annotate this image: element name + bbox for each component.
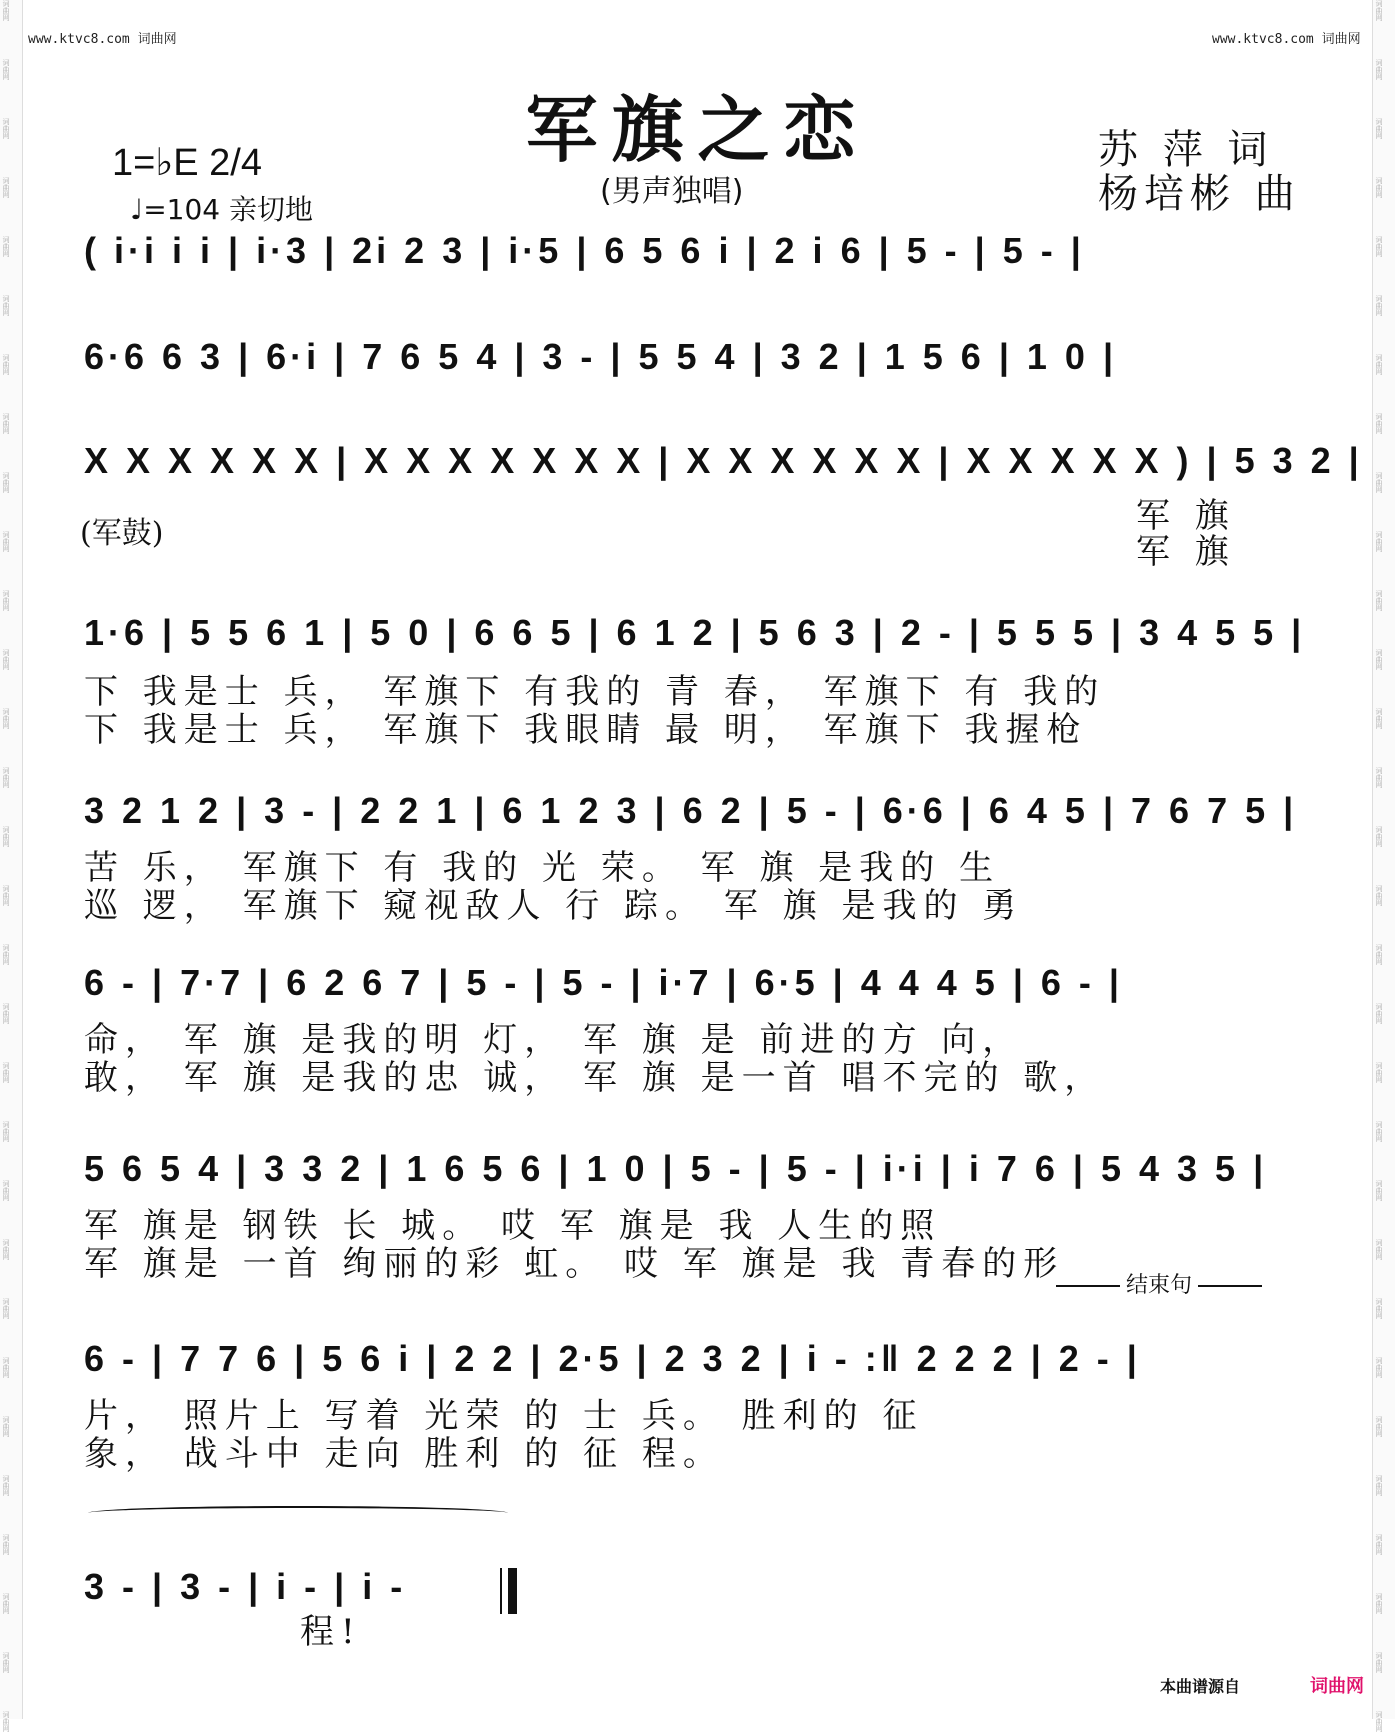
score-line-8: 6 - | 7 7 6 | 5 6 i | 2 2 | 2·5 | 2 3 2 | i - :‖ 2 2 2 | 2 - |	[84, 1338, 1141, 1379]
composer-credit: 杨培彬 曲	[1098, 171, 1301, 217]
key-signature: 1=♭E 2/4	[112, 142, 262, 184]
side-watermark-text: 词曲网	[1375, 1062, 1383, 1083]
side-watermark-text: 词曲网	[2, 1593, 10, 1614]
side-watermark-text: 词曲网	[2, 1239, 10, 1260]
side-watermark-text: 词曲网	[2, 1711, 10, 1732]
lyric-verse1-line2: 苦 乐， 军旗下 有 我的 光 荣。 军 旗 是我的 生	[84, 848, 1001, 888]
side-watermark-text: 词曲网	[2, 0, 10, 21]
side-watermark-text: 词曲网	[1375, 118, 1383, 139]
side-watermark-text: 词曲网	[2, 59, 10, 80]
side-watermark-text: 词曲网	[1375, 1180, 1383, 1201]
score-line-3: X X X X X X | X X X X X X X | X X X X X X | X X X X X ) | 5 3 2 |	[84, 440, 1363, 481]
side-watermark-text: 词曲网	[2, 1357, 10, 1378]
side-watermark-text: 词曲网	[2, 1298, 10, 1319]
lyric-verse2-line1: 下 我是士 兵， 军旗下 我眼睛 最 明， 军旗下 我握枪	[84, 710, 1088, 750]
final-barline	[508, 1568, 517, 1614]
side-watermark-text: 词曲网	[1375, 885, 1383, 906]
side-watermark-text: 词曲网	[2, 1180, 10, 1201]
side-watermark-text: 词曲网	[2, 354, 10, 375]
side-watermark-text: 词曲网	[2, 413, 10, 434]
side-watermark-text: 词曲网	[2, 295, 10, 316]
side-watermark-text: 词曲网	[1375, 590, 1383, 611]
score-line-1: ( i·i i i | i·3 | 2i 2 3 | i·5 | 6 5 6 i | 2 i 6 | 5 - | 5 - |	[84, 230, 1085, 271]
side-watermark-text: 词曲网	[2, 236, 10, 257]
header-url-left: www.ktvc8.com 词曲网	[28, 32, 177, 47]
right-margin-strip	[1372, 0, 1395, 1732]
side-watermark-text: 词曲网	[2, 944, 10, 965]
side-watermark-text: 词曲网	[1375, 295, 1383, 316]
side-watermark-text: 词曲网	[1375, 767, 1383, 788]
side-watermark-text: 词曲网	[1375, 708, 1383, 729]
side-watermark-text: 词曲网	[1375, 236, 1383, 257]
side-watermark-text: 词曲网	[1375, 1239, 1383, 1260]
side-watermark-text: 词曲网	[1375, 531, 1383, 552]
header-url-right: www.ktvc8.com 词曲网	[1212, 32, 1361, 47]
lyric-verse2-line5: 象， 战斗中 走向 胜利 的 征 程。	[84, 1434, 724, 1474]
tempo-marking: ♩=104 亲切地	[130, 193, 314, 226]
lyric-final: 程!	[300, 1612, 362, 1652]
lyric-verse1-line5: 片， 照片上 写着 光荣 的 士 兵。 胜利的 征	[84, 1396, 924, 1436]
side-watermark-text: 词曲网	[1375, 177, 1383, 198]
side-watermark-text: 词曲网	[1375, 1534, 1383, 1555]
side-watermark-text: 词曲网	[2, 531, 10, 552]
side-watermark-text: 词曲网	[1375, 1121, 1383, 1142]
side-watermark-text: 词曲网	[1375, 1357, 1383, 1378]
drum-label: (军鼓)	[80, 516, 164, 551]
side-watermark-text: 词曲网	[1375, 649, 1383, 670]
ending-label: 结束句	[1050, 1268, 1268, 1299]
left-margin-strip	[0, 0, 23, 1732]
side-watermark-text: 词曲网	[2, 1416, 10, 1437]
song-subtitle: (男声独唱)	[600, 174, 744, 209]
side-watermark-text: 词曲网	[2, 885, 10, 906]
side-watermark-text: 词曲网	[2, 1534, 10, 1555]
score-line-9: 3 - | 3 - | i - | i -	[84, 1566, 407, 1607]
side-watermark-text: 词曲网	[1375, 944, 1383, 965]
lyric-verse1-line1: 下 我是士 兵， 军旗下 有我的 青 春， 军旗下 有 我的	[84, 672, 1106, 712]
side-watermark-text: 词曲网	[2, 649, 10, 670]
score-line-6: 6 - | 7·7 | 6 2 6 7 | 5 - | 5 - | i·7 | 6·5 | 4 4 4 5 | 6 - |	[84, 962, 1123, 1003]
side-watermark-text: 词曲网	[1375, 1298, 1383, 1319]
side-watermark-text: 词曲网	[2, 708, 10, 729]
score-line-5: 3 2 1 2 | 3 - | 2 2 1 | 6 1 2 3 | 6 2 | 5 - | 6·6 | 6 4 5 | 7 6 7 5 |	[84, 790, 1298, 831]
lyric-verse1-line3: 命， 军 旗 是我的明 灯， 军 旗 是 前进的方 向，	[84, 1020, 1024, 1060]
lyric-verse2-line3: 敢， 军 旗 是我的忠 诚， 军 旗 是一首 唱不完的 歌，	[84, 1058, 1106, 1098]
score-line-4: 1·6 | 5 5 6 1 | 5 0 | 6 6 5 | 6 1 2 | 5 6 3 | 2 - | 5 5 5 | 3 4 5 5 |	[84, 612, 1306, 653]
side-watermark-text: 词曲网	[1375, 1593, 1383, 1614]
final-tie	[88, 1506, 508, 1520]
side-watermark-text: 词曲网	[2, 590, 10, 611]
side-watermark-text: 词曲网	[1375, 826, 1383, 847]
side-watermark-text: 词曲网	[2, 1003, 10, 1024]
side-watermark-text: 词曲网	[2, 118, 10, 139]
side-watermark-text: 词曲网	[2, 826, 10, 847]
footer-source-text: 本曲谱源自	[1160, 1677, 1241, 1696]
score-line-7: 5 6 5 4 | 3 3 2 | 1 6 5 6 | 1 0 | 5 - | 5 - | i·i | i 7 6 | 5 4 3 5 |	[84, 1148, 1268, 1189]
side-watermark-text: 词曲网	[1375, 1416, 1383, 1437]
pickup-lyric-1: 军 旗	[1136, 496, 1236, 536]
side-watermark-text: 词曲网	[1375, 0, 1383, 21]
side-watermark-text: 词曲网	[1375, 1475, 1383, 1496]
pickup-lyric-2: 军 旗	[1136, 532, 1236, 572]
lyric-verse2-line4: 军 旗是 一首 绚丽的彩 虹。 哎 军 旗是 我 青春的形	[84, 1244, 1065, 1284]
side-watermark-text: 词曲网	[1375, 59, 1383, 80]
side-watermark-text: 词曲网	[2, 1652, 10, 1673]
side-watermark-text: 词曲网	[1375, 1711, 1383, 1732]
side-watermark-text: 词曲网	[1375, 1003, 1383, 1024]
score-line-2: 6·6 6 3 | 6·i | 7 6 5 4 | 3 - | 5 5 4 | 3 2 | 1 5 6 | 1 0 |	[84, 336, 1118, 377]
side-watermark-text: 词曲网	[1375, 413, 1383, 434]
song-title: 军旗之恋	[525, 87, 870, 172]
footer-brand-link[interactable]: 词曲网	[1310, 1676, 1364, 1697]
side-watermark-text: 词曲网	[1375, 354, 1383, 375]
side-watermark-text: 词曲网	[1375, 1652, 1383, 1673]
side-watermark-text: 词曲网	[2, 1121, 10, 1142]
side-watermark-text: 词曲网	[2, 767, 10, 788]
lyric-verse1-line4: 军 旗是 钢铁 长 城。 哎 军 旗是 我 人生的照	[84, 1206, 942, 1246]
side-watermark-text: 词曲网	[2, 472, 10, 493]
side-watermark-text: 词曲网	[1375, 472, 1383, 493]
lyric-verse2-line2: 巡 逻， 军旗下 窥视敌人 行 踪。 军 旗 是我的 勇	[84, 886, 1024, 926]
side-watermark-text: 词曲网	[2, 1475, 10, 1496]
side-watermark-text: 词曲网	[2, 1062, 10, 1083]
side-watermark-text: 词曲网	[2, 177, 10, 198]
lyricist-credit: 苏 萍 词	[1098, 127, 1274, 173]
